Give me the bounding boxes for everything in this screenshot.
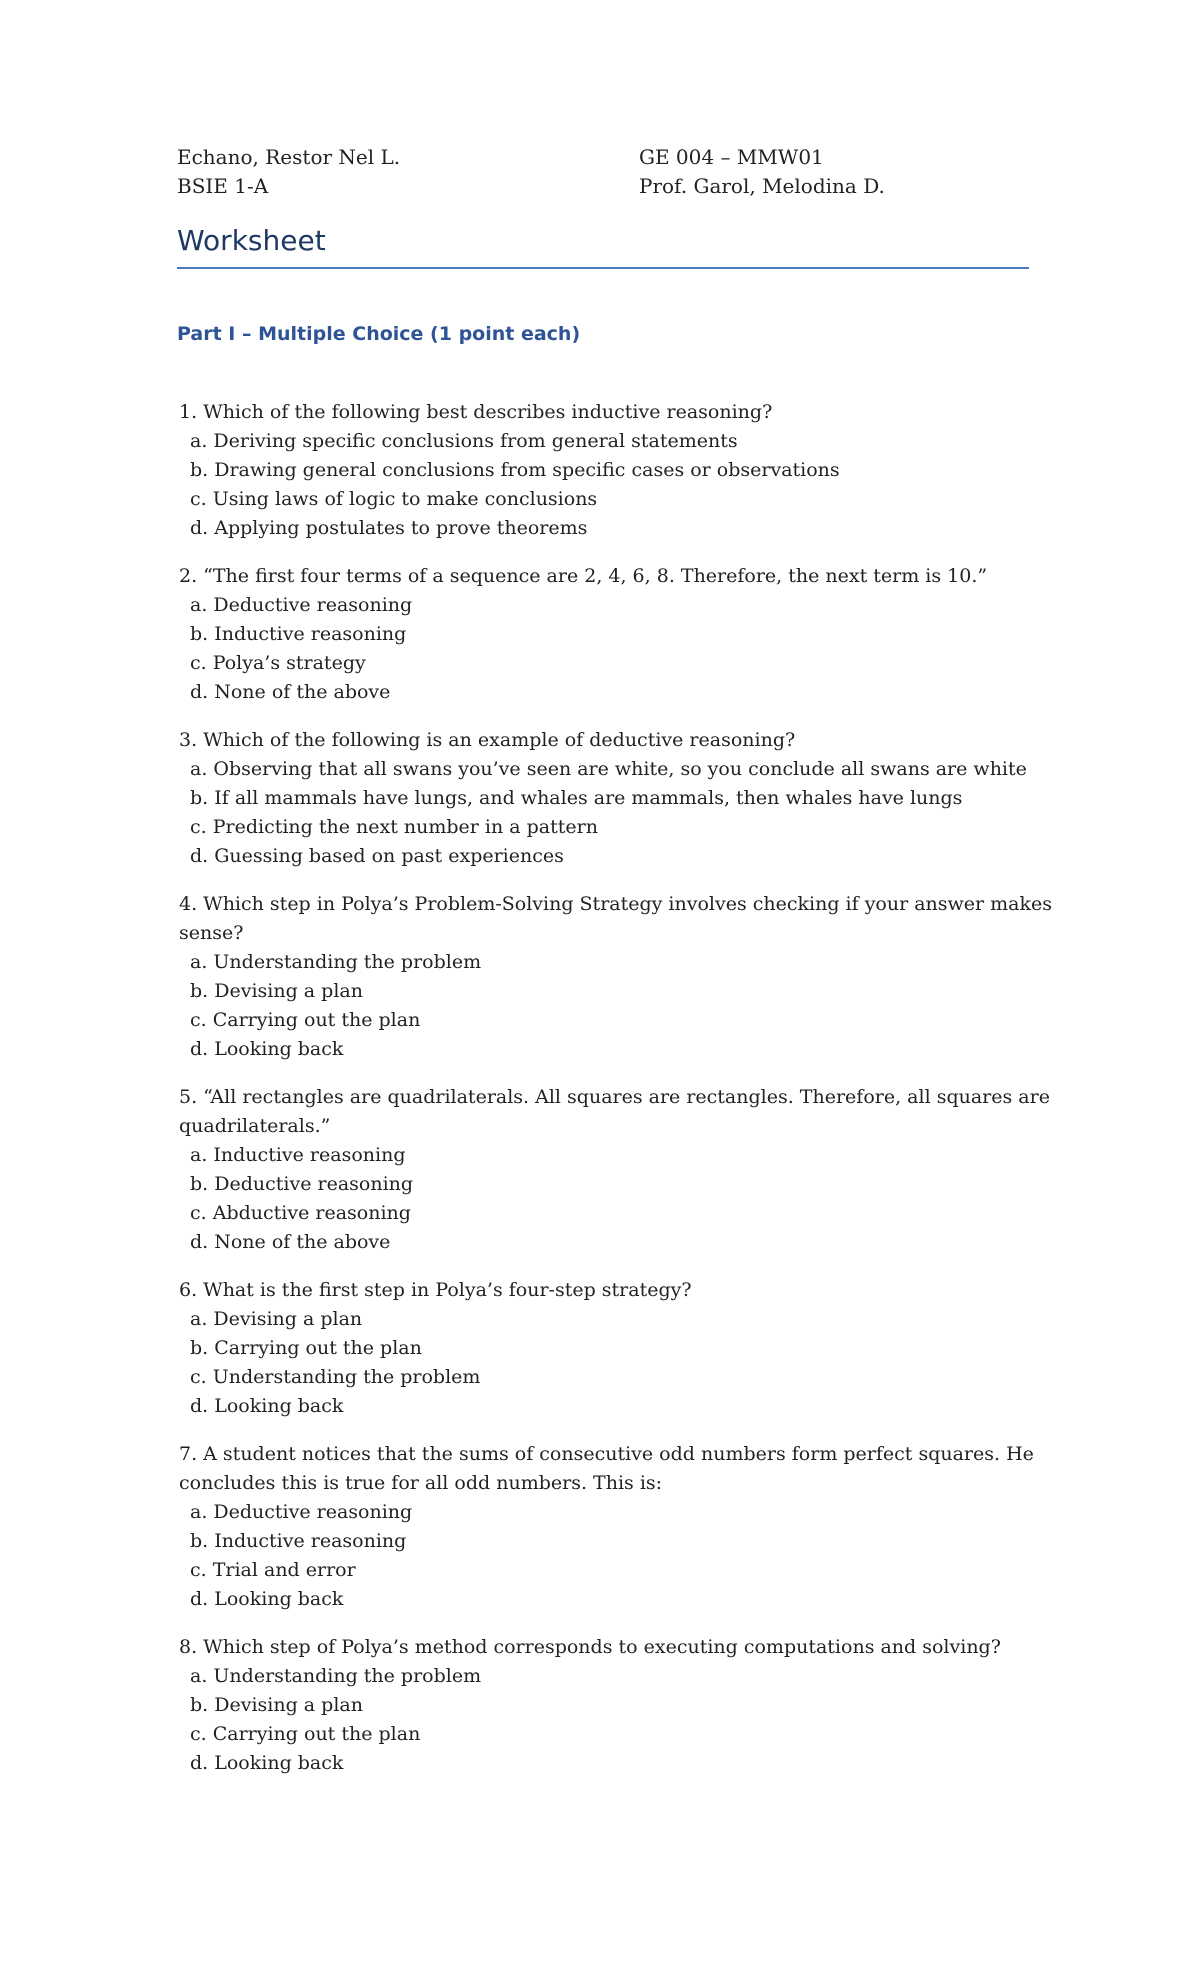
answer-option: d. Looking back xyxy=(190,1038,344,1060)
question-item xyxy=(177,726,1097,871)
question-item xyxy=(177,890,1097,1064)
answer-option: a. Deriving specific conclusions from general statements xyxy=(190,430,738,452)
answer-option: c. Abductive reasoning xyxy=(190,1202,411,1224)
answer-option: b. Drawing general conclusions from specific cases or observations xyxy=(190,459,840,481)
question-text: 5. “All rectangles are quadrilaterals. All squares are rectangles. Therefore, all squares are quadrilaterals.” xyxy=(179,1086,1050,1137)
answer-option: b. Devising a plan xyxy=(190,1694,363,1716)
answer-option: c. Trial and error xyxy=(190,1559,356,1581)
question-text: 7. A student notices that the sums of consecutive odd numbers form perfect squares. He concludes this is true for all odd numbers. This is: xyxy=(179,1443,1034,1494)
question-item xyxy=(177,398,1097,543)
question-item xyxy=(177,562,1097,707)
question-text: 8. Which step of Polya’s method corresponds to executing computations and solving? xyxy=(179,1636,1001,1658)
answer-option: d. Looking back xyxy=(190,1588,344,1610)
answer-option: c. Using laws of logic to make conclusions xyxy=(190,488,598,510)
answer-option: d. None of the above xyxy=(190,1231,391,1253)
student-name: Echano, Restor Nel L. xyxy=(177,145,401,169)
course-code: GE 004 – MMW01 xyxy=(639,145,824,169)
question-text: 3. Which of the following is an example of deductive reasoning? xyxy=(179,729,796,751)
answer-option: b. Inductive reasoning xyxy=(190,623,407,645)
question-text: 4. Which step in Polya’s Problem-Solving Strategy involves checking if your answer makes sense? xyxy=(179,893,1053,944)
course-info xyxy=(639,143,1037,201)
answer-option: b. Carrying out the plan xyxy=(190,1337,422,1359)
answer-option: d. None of the above xyxy=(190,681,391,703)
answer-option: a. Deductive reasoning xyxy=(190,594,413,616)
answer-option: a. Devising a plan xyxy=(190,1308,363,1330)
question-list xyxy=(177,398,1097,1797)
answer-option: d. Looking back xyxy=(190,1752,344,1774)
title-underline xyxy=(177,267,1029,269)
question-item xyxy=(177,1440,1097,1614)
answer-option: c. Carrying out the plan xyxy=(190,1009,421,1031)
answer-option: d. Applying postulates to prove theorems xyxy=(190,517,588,539)
answer-option: b. If all mammals have lungs, and whales are mammals, then whales have lungs xyxy=(190,787,963,809)
answer-option: c. Understanding the problem xyxy=(190,1366,481,1388)
answer-option: a. Understanding the problem xyxy=(190,951,482,973)
question-item xyxy=(177,1083,1097,1257)
answer-option: c. Predicting the next number in a pattern xyxy=(190,816,598,838)
answer-option: b. Deductive reasoning xyxy=(190,1173,414,1195)
answer-option: a. Inductive reasoning xyxy=(190,1144,406,1166)
student-info xyxy=(177,143,637,201)
answer-option: a. Deductive reasoning xyxy=(190,1501,413,1523)
professor-name: Prof. Garol, Melodina D. xyxy=(639,174,885,198)
question-text: 6. What is the first step in Polya’s four-step strategy? xyxy=(179,1279,692,1301)
answer-option: c. Carrying out the plan xyxy=(190,1723,421,1745)
page-title: Worksheet xyxy=(177,224,326,257)
question-text: 2. “The first four terms of a sequence are 2, 4, 6, 8. Therefore, the next term is 10.” xyxy=(179,565,988,587)
question-item xyxy=(177,1276,1097,1421)
answer-option: d. Looking back xyxy=(190,1395,344,1417)
student-section: BSIE 1-A xyxy=(177,174,269,198)
answer-option: a. Observing that all swans you’ve seen are white, so you conclude all swans are white xyxy=(190,758,1027,780)
section-heading: Part I – Multiple Choice (1 point each) xyxy=(177,323,581,345)
question-item xyxy=(177,1633,1097,1778)
answer-option: b. Inductive reasoning xyxy=(190,1530,407,1552)
answer-option: b. Devising a plan xyxy=(190,980,363,1002)
answer-option: c. Polya’s strategy xyxy=(190,652,366,674)
answer-option: a. Understanding the problem xyxy=(190,1665,482,1687)
answer-option: d. Guessing based on past experiences xyxy=(190,845,564,867)
question-text: 1. Which of the following best describes inductive reasoning? xyxy=(179,401,773,423)
